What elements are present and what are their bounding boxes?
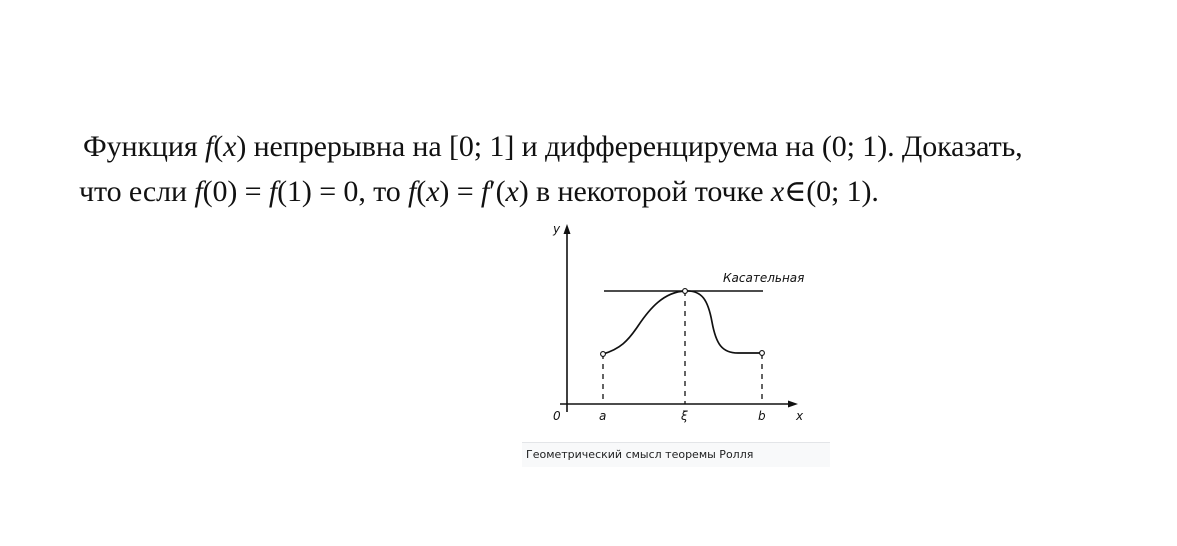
caption-text: Геометрический смысл теоремы Ролля bbox=[526, 448, 754, 461]
point-xi bbox=[683, 289, 688, 294]
y-axis-arrow bbox=[564, 224, 571, 234]
text-segment: ( bbox=[213, 130, 224, 163]
text-segment: ( bbox=[416, 175, 427, 208]
text-segment: ) = bbox=[439, 175, 481, 208]
math-f: f bbox=[408, 175, 417, 208]
math-x: x bbox=[426, 175, 440, 208]
point-xi-label: ξ bbox=[681, 409, 688, 423]
text-segment: ) в некоторой точке bbox=[518, 175, 771, 208]
math-f: f bbox=[194, 175, 203, 208]
math-x: x bbox=[223, 130, 237, 163]
rolle-theorem-figure bbox=[522, 218, 830, 468]
axis-y-label: y bbox=[553, 222, 561, 236]
text-segment: ∈(0; 1). bbox=[784, 175, 879, 208]
math-x: x bbox=[770, 175, 785, 208]
point-b-label: b bbox=[758, 409, 766, 423]
figure-caption bbox=[522, 442, 830, 467]
math-f: f bbox=[268, 175, 278, 208]
rolle-diagram bbox=[522, 218, 830, 442]
point-a-label: a bbox=[599, 409, 607, 423]
point-a bbox=[601, 352, 606, 357]
text-segment: что если bbox=[79, 175, 195, 208]
text-segment: (1) = 0, то bbox=[277, 175, 409, 208]
problem-line-2 bbox=[79, 169, 1139, 214]
problem-statement bbox=[79, 124, 1139, 214]
point-b bbox=[760, 351, 765, 356]
text-segment: ) непрерывна на [0; 1] и дифференцируема на (0; 1). Доказать, bbox=[236, 130, 1023, 163]
axis-x-label: x bbox=[796, 409, 804, 423]
text-segment: (0) = bbox=[202, 175, 269, 208]
x-axis-arrow bbox=[788, 401, 798, 408]
math-x: x bbox=[505, 175, 519, 208]
tangent-label: Касательная bbox=[723, 271, 805, 285]
problem-line-1 bbox=[79, 124, 1139, 169]
text-segment: ′( bbox=[489, 175, 506, 208]
text-segment: Функция bbox=[83, 130, 205, 163]
math-f: f bbox=[480, 175, 490, 208]
math-f: f bbox=[204, 130, 214, 163]
origin-label: 0 bbox=[553, 409, 561, 423]
function-curve bbox=[603, 291, 762, 354]
